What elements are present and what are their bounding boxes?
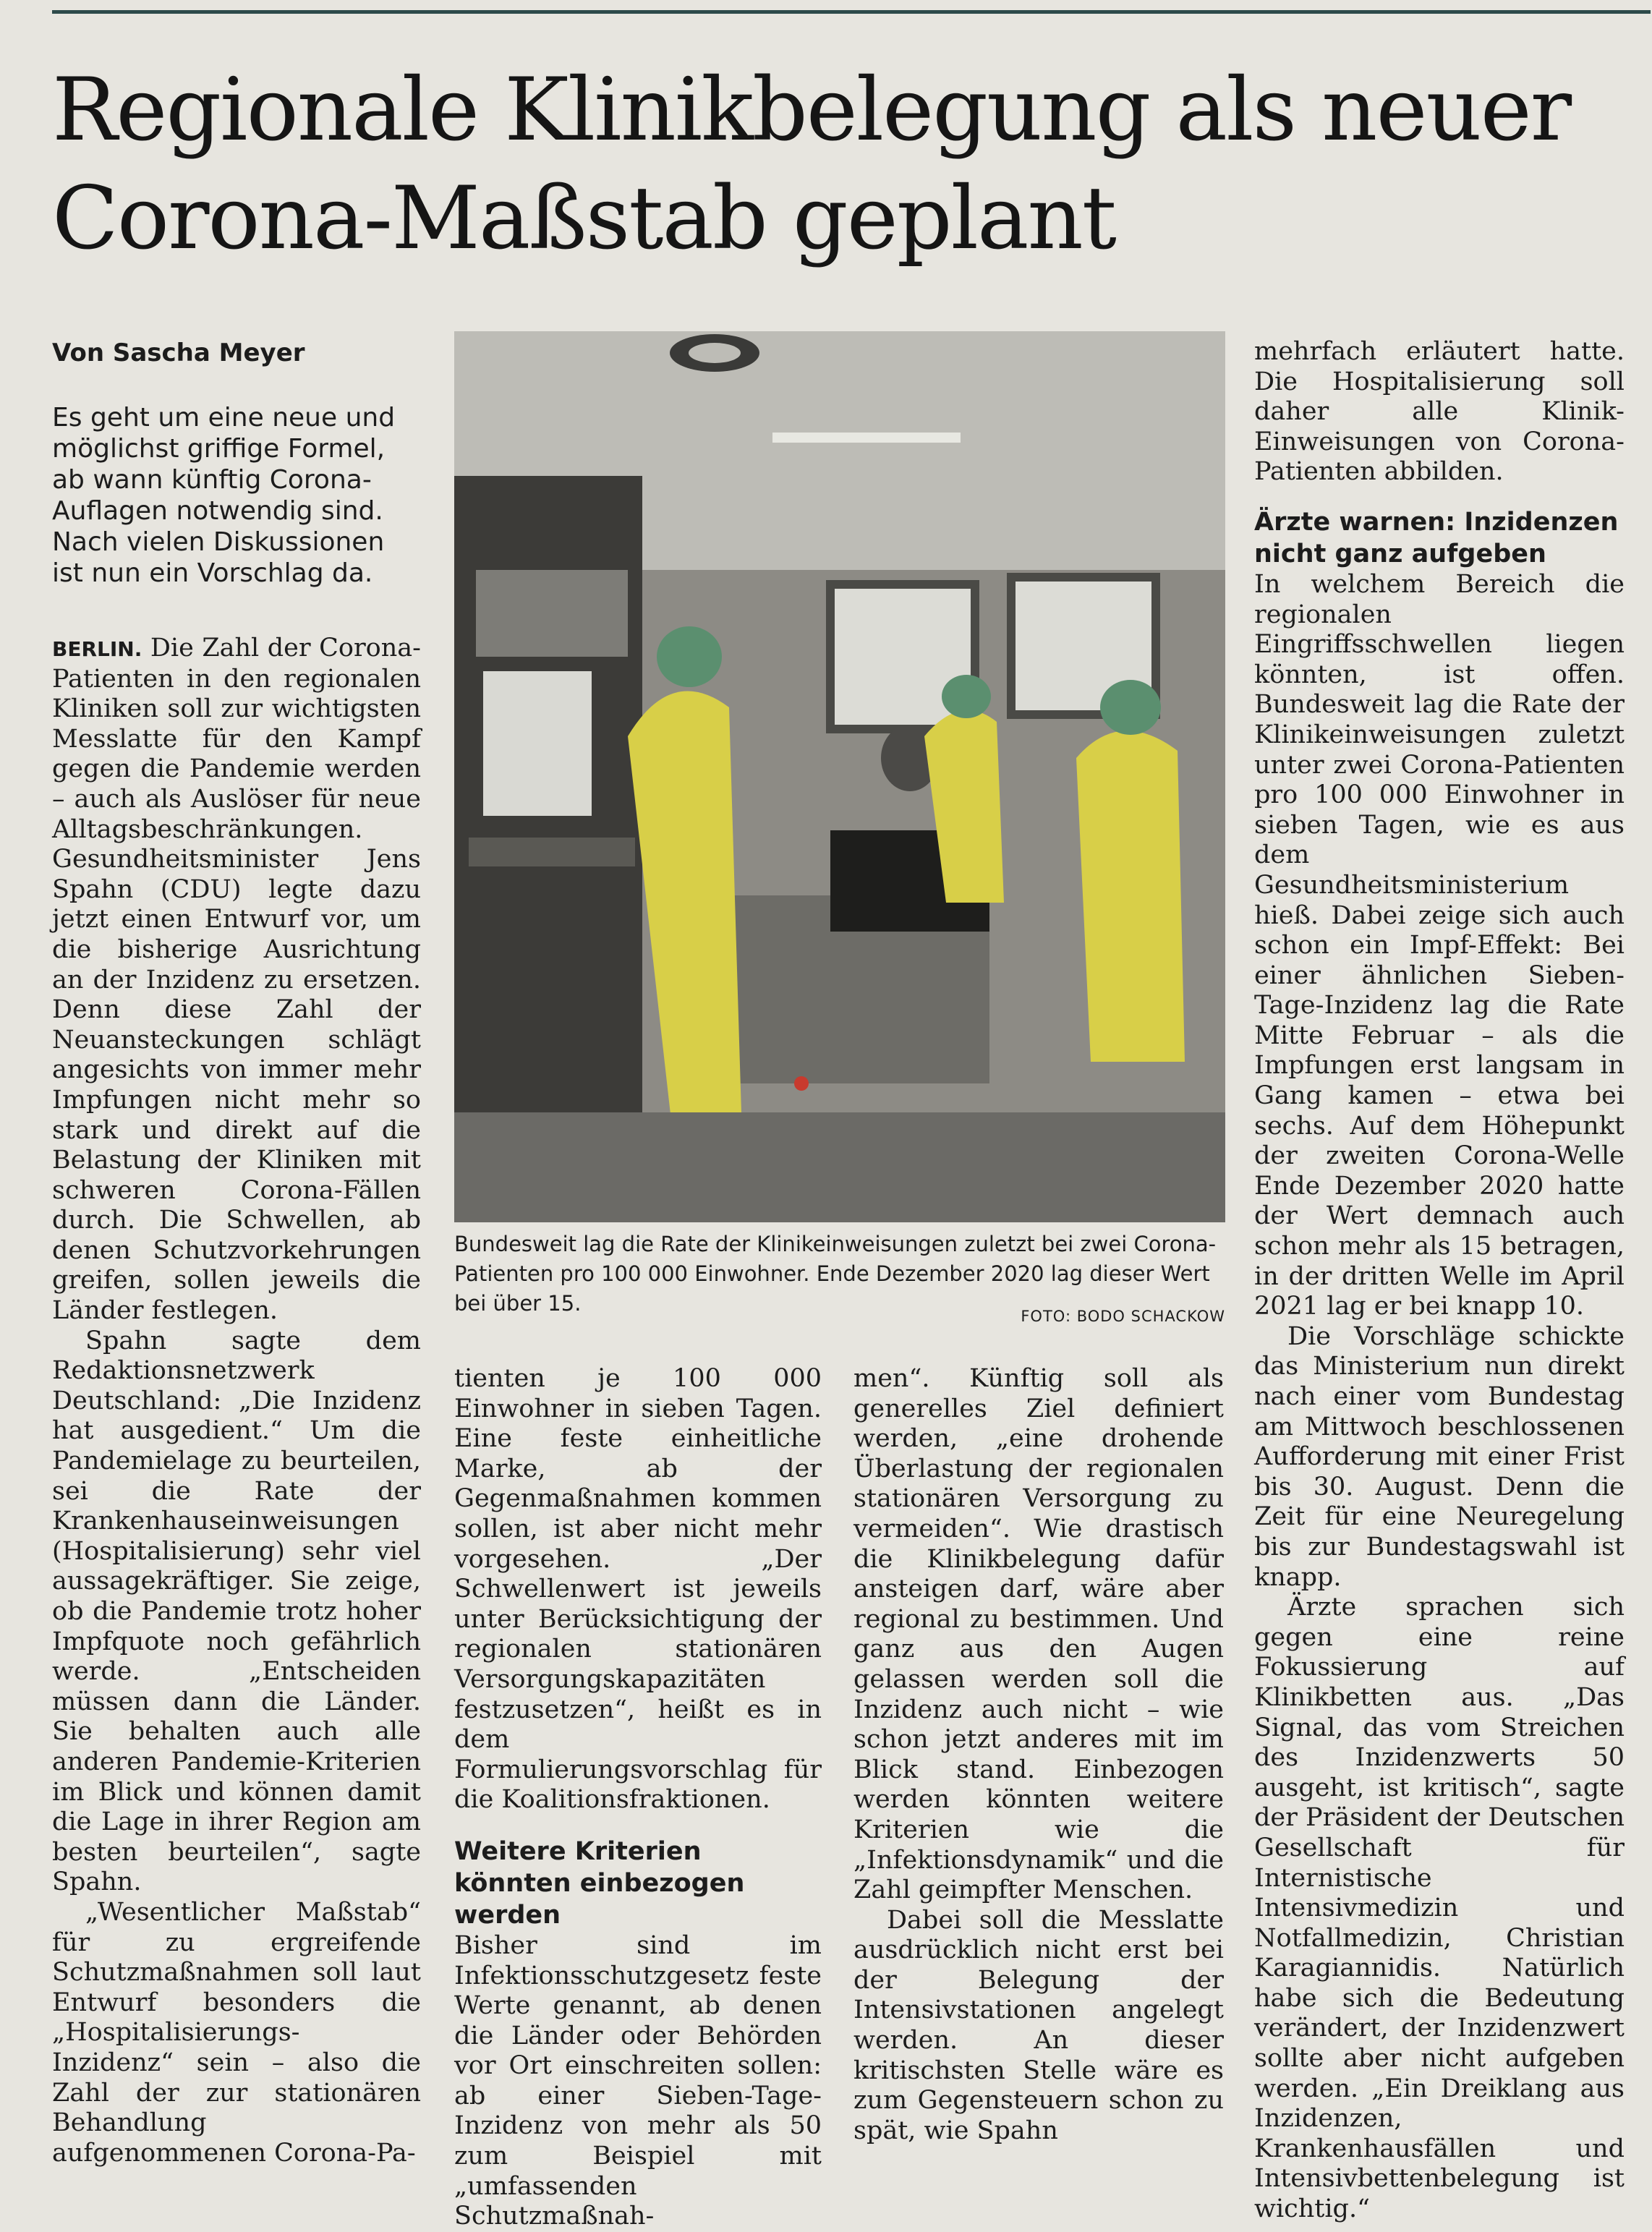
col4-paragraph-1: mehrfach erläutert hatte. Die Hospitalisierung soll daher alle Klinik-Einweisungen von Corona-Patienten abbilden. xyxy=(1254,337,1625,487)
col4-paragraph-2: In welchem Bereich die regionalen Eingriffsschwellen liegen könnten, ist offen. Bundesweit lag die Rate der Klinikeinweisungen zuletzt unter zwei Corona-Patienten pro 100 000 Einwohner in sieben Tagen, wie es aus dem Gesundheitsministerium hieß. Dabei zeige sich auch schon ein Impf-Effekt: Bei einer ähnlichen Sieben-Tage-Inzidenz lag die Rate Mitte Februar – als die Impfungen erst langsam in Gang kamen – etwa bei sechs. Auf dem Höhepunkt der zweiten Corona-Welle Ende Dezember 2020 hatte der Wert demnach auch schon mehr als 15 betragen, in der dritten Welle im April 2021 lag er bei knapp 10. xyxy=(1254,569,1625,1321)
top-rule xyxy=(52,10,1651,14)
photo-credit: FOTO: BODO SCHACKOW xyxy=(1021,1308,1225,1325)
headline: Regionale Klinikbelegung als neuer Corona-Maßstab geplant xyxy=(52,60,1571,269)
column-4 xyxy=(1254,337,1625,2225)
byline: Von Sascha Meyer xyxy=(52,338,305,367)
article-photo xyxy=(454,331,1225,1222)
col3-paragraph-1: men“. Künftig soll als generelles Ziel definiert werden, „eine drohende Überlastung der regionalen stationären Versorgung zu vermeiden“. Wie drastisch die Klinikbelegung dafür ansteigen darf, wäre aber regional zu bestimmen. Und ganz aus den Augen gelassen werden soll die Inzidenz auch nicht – wie schon jetzt anderes mit im Blick stand. Einbezogen werden könnten weitere Kriterien wie die „Infektionsdynamik“ und die Zahl geimpfter Menschen. xyxy=(853,1364,1224,1905)
column-2 xyxy=(454,1364,822,2232)
col2-paragraph-2: Bisher sind im Infektionsschutzgesetz feste Werte genannt, ab denen die Länder oder Behörden vor Ort einschreiten sollen: ab einer Sieben-Tage-Inzidenz von mehr als 50 zum Beispiel mit „umfassenden Schutzmaßnah- xyxy=(454,1930,822,2231)
lead-paragraph: Es geht um eine neue und möglichst griffige Formel, ab wann künftig Corona-Auflagen notwendig sind. Nach vielen Diskussionen ist nun ein Vorschlag da. xyxy=(52,403,396,588)
col4-paragraph-3: Die Vorschläge schickte das Ministerium nun direkt nach einer vom Bundestag am Mittwoch beschlossenen Aufforderung mit einer Frist bis 30. August. Denn die Zeit für eine Neuregelung bis zur Bundestagswahl ist knapp. xyxy=(1254,1321,1625,1592)
col1-paragraph-3: „Wesentlicher Maßstab“ für zu ergreifende Schutzmaßnahmen soll laut Entwurf besonders die „Hospitalisierungs-Inzidenz“ sein – also die Zahl der zur stationären Behandlung aufgenommenen Corona-Pa- xyxy=(52,1897,421,2168)
col1-paragraph-2: Spahn sagte dem Redaktionsnetzwerk Deutschland: „Die Inzidenz hat ausgedient.“ Um die Pandemielage zu beurteilen, sei die Rate der Krankenhauseinweisungen (Hospitalisierung) sehr viel aussagekräftiger. Sie zeige, ob die Pandemie trotz hoher Impfquote noch gefährlich werde. „Entscheiden müssen dann die Länder. Sie behalten auch alle anderen Pandemie-Kriterien im Blick und können damit die Lage in ihrer Region am besten beurteilen“, sagte Spahn. xyxy=(52,1326,421,1897)
col4-paragraph-4: Ärzte sprachen sich gegen eine reine Fokussierung auf Klinikbetten aus. „Das Signal, das vom Streichen des Inzidenzwerts 50 ausgeht, ist kritisch“, sagte der Präsident der Deutschen Gesellschaft für Internistische Intensivmedizin und Notfallmedizin, Christian Karagiannidis. Natürlich habe sich die Bedeutung verändert, der Inzidenzwert sollte aber nicht aufgeben werden. „Ein Dreiklang aus Inzidenzen, Krankenhausfällen und Intensivbettenbelegung ist wichtig.“ xyxy=(1254,1593,1625,2224)
column-1 xyxy=(52,634,421,2168)
col1-paragraph-1: BERLIN. Die Zahl der Corona-Patienten in den regionalen Kliniken soll zur wichtigsten Messlatte für den Kampf gegen die Pandemie werden – auch als Auslöser für neue Alltagsbeschränkungen. Gesundheitsminister Jens Spahn (CDU) legte dazu jetzt einen Entwurf vor, um die bisherige Ausrichtung an der Inzidenz zu ersetzen. Denn diese Zahl der Neuansteckungen schlägt angesichts von immer mehr Impfungen nicht mehr so stark und direkt auf die Belastung der Kliniken mit schweren Corona-Fällen durch. Die Schwellen, ab denen Schutzvorkehrungen greifen, sollen jeweils die Länder festlegen. xyxy=(52,634,421,1326)
dateline: BERLIN. xyxy=(52,637,142,661)
col3-paragraph-2: Dabei soll die Messlatte ausdrücklich nicht erst bei der Belegung der Intensivstationen angelegt werden. An dieser kritischsten Stelle wäre es zum Gegensteuern schon zu spät, wie Spahn xyxy=(853,1905,1224,2145)
column-3 xyxy=(853,1364,1224,2146)
photo-caption: Bundesweit lag die Rate der Klinikeinweisungen zuletzt bei zwei Corona-Patienten pro 100 000 Einwohner. Ende Dezember 2020 lag dieser Wert bei über 15. xyxy=(454,1232,1217,1316)
col2-paragraph-1: tienten je 100 000 Einwohner in sieben Tagen. Eine feste einheitliche Marke, ab der Gegenmaßnahmen kommen sollen, ist aber nicht mehr vorgesehen. „Der Schwellenwert ist jeweils unter Berücksichtigung der regionalen stationären Versorgungskapazitäten festzusetzen“, heißt es in dem Formulierungsvorschlag für die Koalitionsfraktionen. xyxy=(454,1364,822,1815)
subhead-weitere-kriterien: Weitere Kriterien könnten einbezogen werden xyxy=(454,1836,745,1930)
subhead-aerzte-warnen: Ärzte warnen: Inzidenzen nicht ganz aufgeben xyxy=(1254,507,1619,568)
